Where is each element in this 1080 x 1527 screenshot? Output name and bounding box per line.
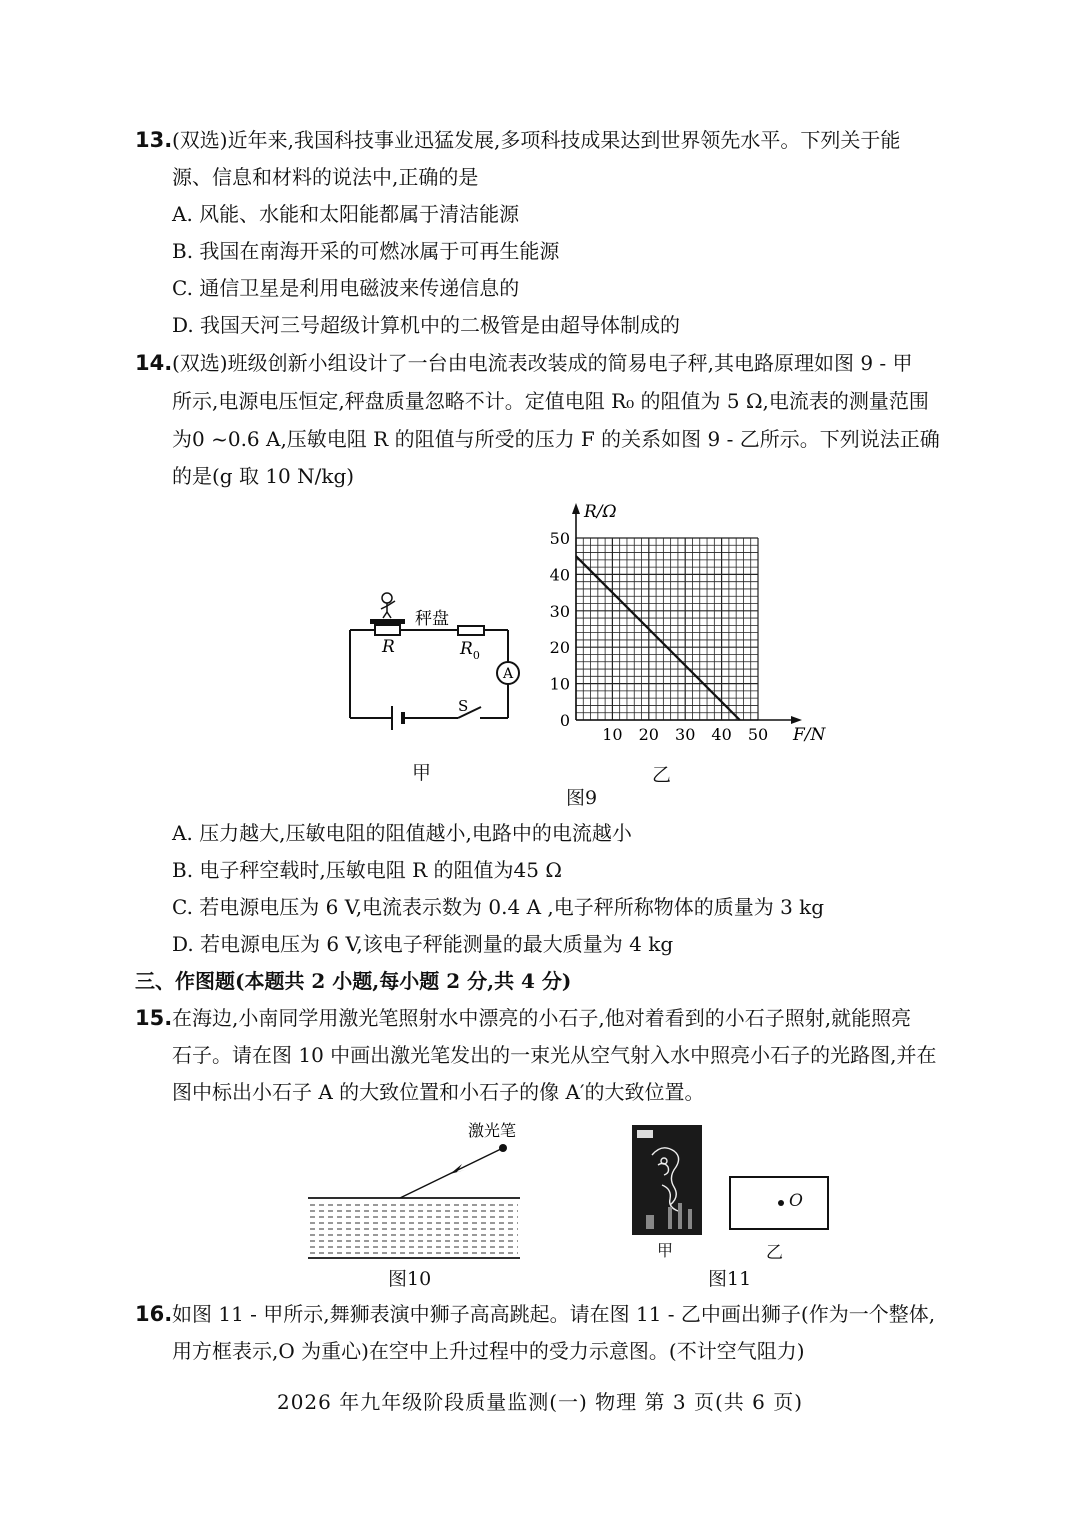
- q13-option-a: A. 风能、水能和太阳能都属于清洁能源: [172, 202, 520, 226]
- r-f-series-line: [576, 556, 740, 720]
- pan-label: 秤盘: [415, 609, 449, 629]
- scale-pan: [370, 619, 405, 624]
- q14-option-d: D. 若电源电压为 6 V,该电子秤能测量的最大质量为 4 kg: [172, 932, 674, 956]
- laser-pen-label: 激光笔: [468, 1121, 517, 1140]
- y-tick-label: 40: [549, 565, 570, 585]
- lion-box-caption: 乙: [766, 1243, 783, 1263]
- r-f-graph: [540, 495, 830, 755]
- laser-beam-arrow: [450, 1164, 465, 1174]
- y-tick-label: 20: [549, 638, 570, 658]
- q16-stem-line-1: 如图 11 - 甲所示,舞狮表演中狮子高高跳起。请在图 11 - 乙中画出狮子(作为一个整体,: [172, 1302, 936, 1326]
- q13-stem-line-1: (双选)近年来,我国科技事业迅猛发展,多项科技成果达到世界领先水平。下列关于能: [172, 128, 901, 152]
- q13-stem-line-2: 源、信息和材料的说法中,正确的是: [172, 165, 479, 189]
- circuit-caption: 甲: [412, 762, 432, 784]
- lion-dance-photo: [632, 1125, 702, 1235]
- q13-option-c: C. 通信卫星是利用电磁波来传递信息的: [172, 276, 520, 300]
- q15-stem-line-3: 图中标出小石子 A 的大致位置和小石子的像 A′的大致位置。: [172, 1080, 705, 1104]
- q13-option-b: B. 我国在南海开采的可燃冰属于可再生能源: [172, 239, 560, 263]
- ammeter-label: A: [502, 666, 514, 682]
- x-tick-label: 20: [638, 725, 659, 744]
- center-of-gravity-label: O: [789, 1191, 803, 1211]
- question-14-number: 14.: [135, 351, 173, 375]
- person-figure: [381, 593, 395, 618]
- q13-option-d: D. 我国天河三号超级计算机中的二极管是由超导体制成的: [172, 313, 681, 337]
- x-tick-label: 40: [711, 725, 732, 744]
- pressure-resistor: [375, 625, 400, 635]
- figure-9-caption: 图9: [566, 787, 598, 809]
- y-axis-label: R/Ω: [584, 502, 617, 522]
- question-16-number: 16.: [135, 1302, 173, 1326]
- q14-stem-line-3: 为0 ~0.6 A,压敏电阻 R 的阻值与所受的压力 F 的关系如图 9 - 乙所示。下列说法正确: [172, 427, 940, 451]
- q14-option-c: C. 若电源电压为 6 V,电流表示数为 0.4 A ,电子秤所称物体的质量为 3 kg: [172, 895, 825, 919]
- resistor-r0-label: $R_0$: [460, 639, 480, 662]
- figure-10-caption: 图10: [388, 1268, 432, 1290]
- graph-caption: 乙: [652, 764, 672, 786]
- y-tick-label: 10: [549, 674, 570, 694]
- question-15-number: 15.: [135, 1006, 173, 1030]
- figure-11-caption: 图11: [708, 1268, 752, 1290]
- x-tick-label: 30: [675, 725, 696, 744]
- graph-grid: [576, 538, 758, 720]
- center-of-gravity-dot: [778, 1200, 784, 1206]
- fixed-resistor-r0: [458, 626, 484, 635]
- q16-stem-line-2: 用方框表示,O 为重心)在空中上升过程中的受力示意图。(不计空气阻力): [172, 1339, 805, 1363]
- q15-stem-line-1: 在海边,小南同学用激光笔照射水中漂亮的小石子,他对着看到的小石子照射,就能照亮: [172, 1006, 912, 1030]
- section-3-heading: 三、作图题(本题共 2 小题,每小题 2 分,共 4 分): [135, 969, 572, 993]
- lion-photo-caption: 甲: [657, 1241, 674, 1260]
- q14-option-a: A. 压力越大,压敏电阻的阻值越小,电路中的电流越小: [172, 821, 632, 845]
- switch-label: S: [458, 697, 469, 715]
- x-axis-arrow: [791, 716, 802, 724]
- x-tick-label: 50: [747, 725, 769, 744]
- circuit-diagram: [340, 590, 540, 740]
- page-footer: 2026 年九年级阶段质量监测(一) 物理 第 3 页(共 6 页): [276, 1390, 804, 1414]
- q15-stem-line-2: 石子。请在图 10 中画出激光笔发出的一束光从空气射入水中照亮小石子的光路图,并在: [172, 1043, 937, 1067]
- q14-stem-line-1: (双选)班级创新小组设计了一台由电流表改装成的简易电子秤,其电路原理如图 9 - 甲: [172, 351, 913, 375]
- figure-10-water-diagram: [300, 1112, 540, 1262]
- y-tick-label: 0: [559, 711, 570, 730]
- x-tick-label: 10: [602, 725, 623, 744]
- y-tick-label: 50: [549, 529, 570, 548]
- x-tick-labels: [602, 725, 768, 744]
- lion-box: [729, 1176, 829, 1230]
- water-dash-lines: [310, 1205, 518, 1253]
- q14-stem-line-2: 所示,电源电压恒定,秤盘质量忽略不计。定值电阻 R₀ 的阻值为 5 Ω,电流表的测量范围: [172, 389, 929, 413]
- x-axis-label: F/N: [793, 725, 826, 745]
- y-tick-label: 30: [549, 601, 570, 621]
- y-axis-arrow: [572, 503, 580, 514]
- y-tick-labels: [550, 529, 570, 730]
- q14-option-b: B. 电子秤空载时,压敏电阻 R 的阻值为45 Ω: [172, 858, 562, 882]
- q14-stem-line-4: 的是(g 取 10 N/kg): [172, 464, 355, 488]
- question-13-number: 13.: [135, 128, 173, 152]
- resistor-r-label: R: [382, 637, 395, 657]
